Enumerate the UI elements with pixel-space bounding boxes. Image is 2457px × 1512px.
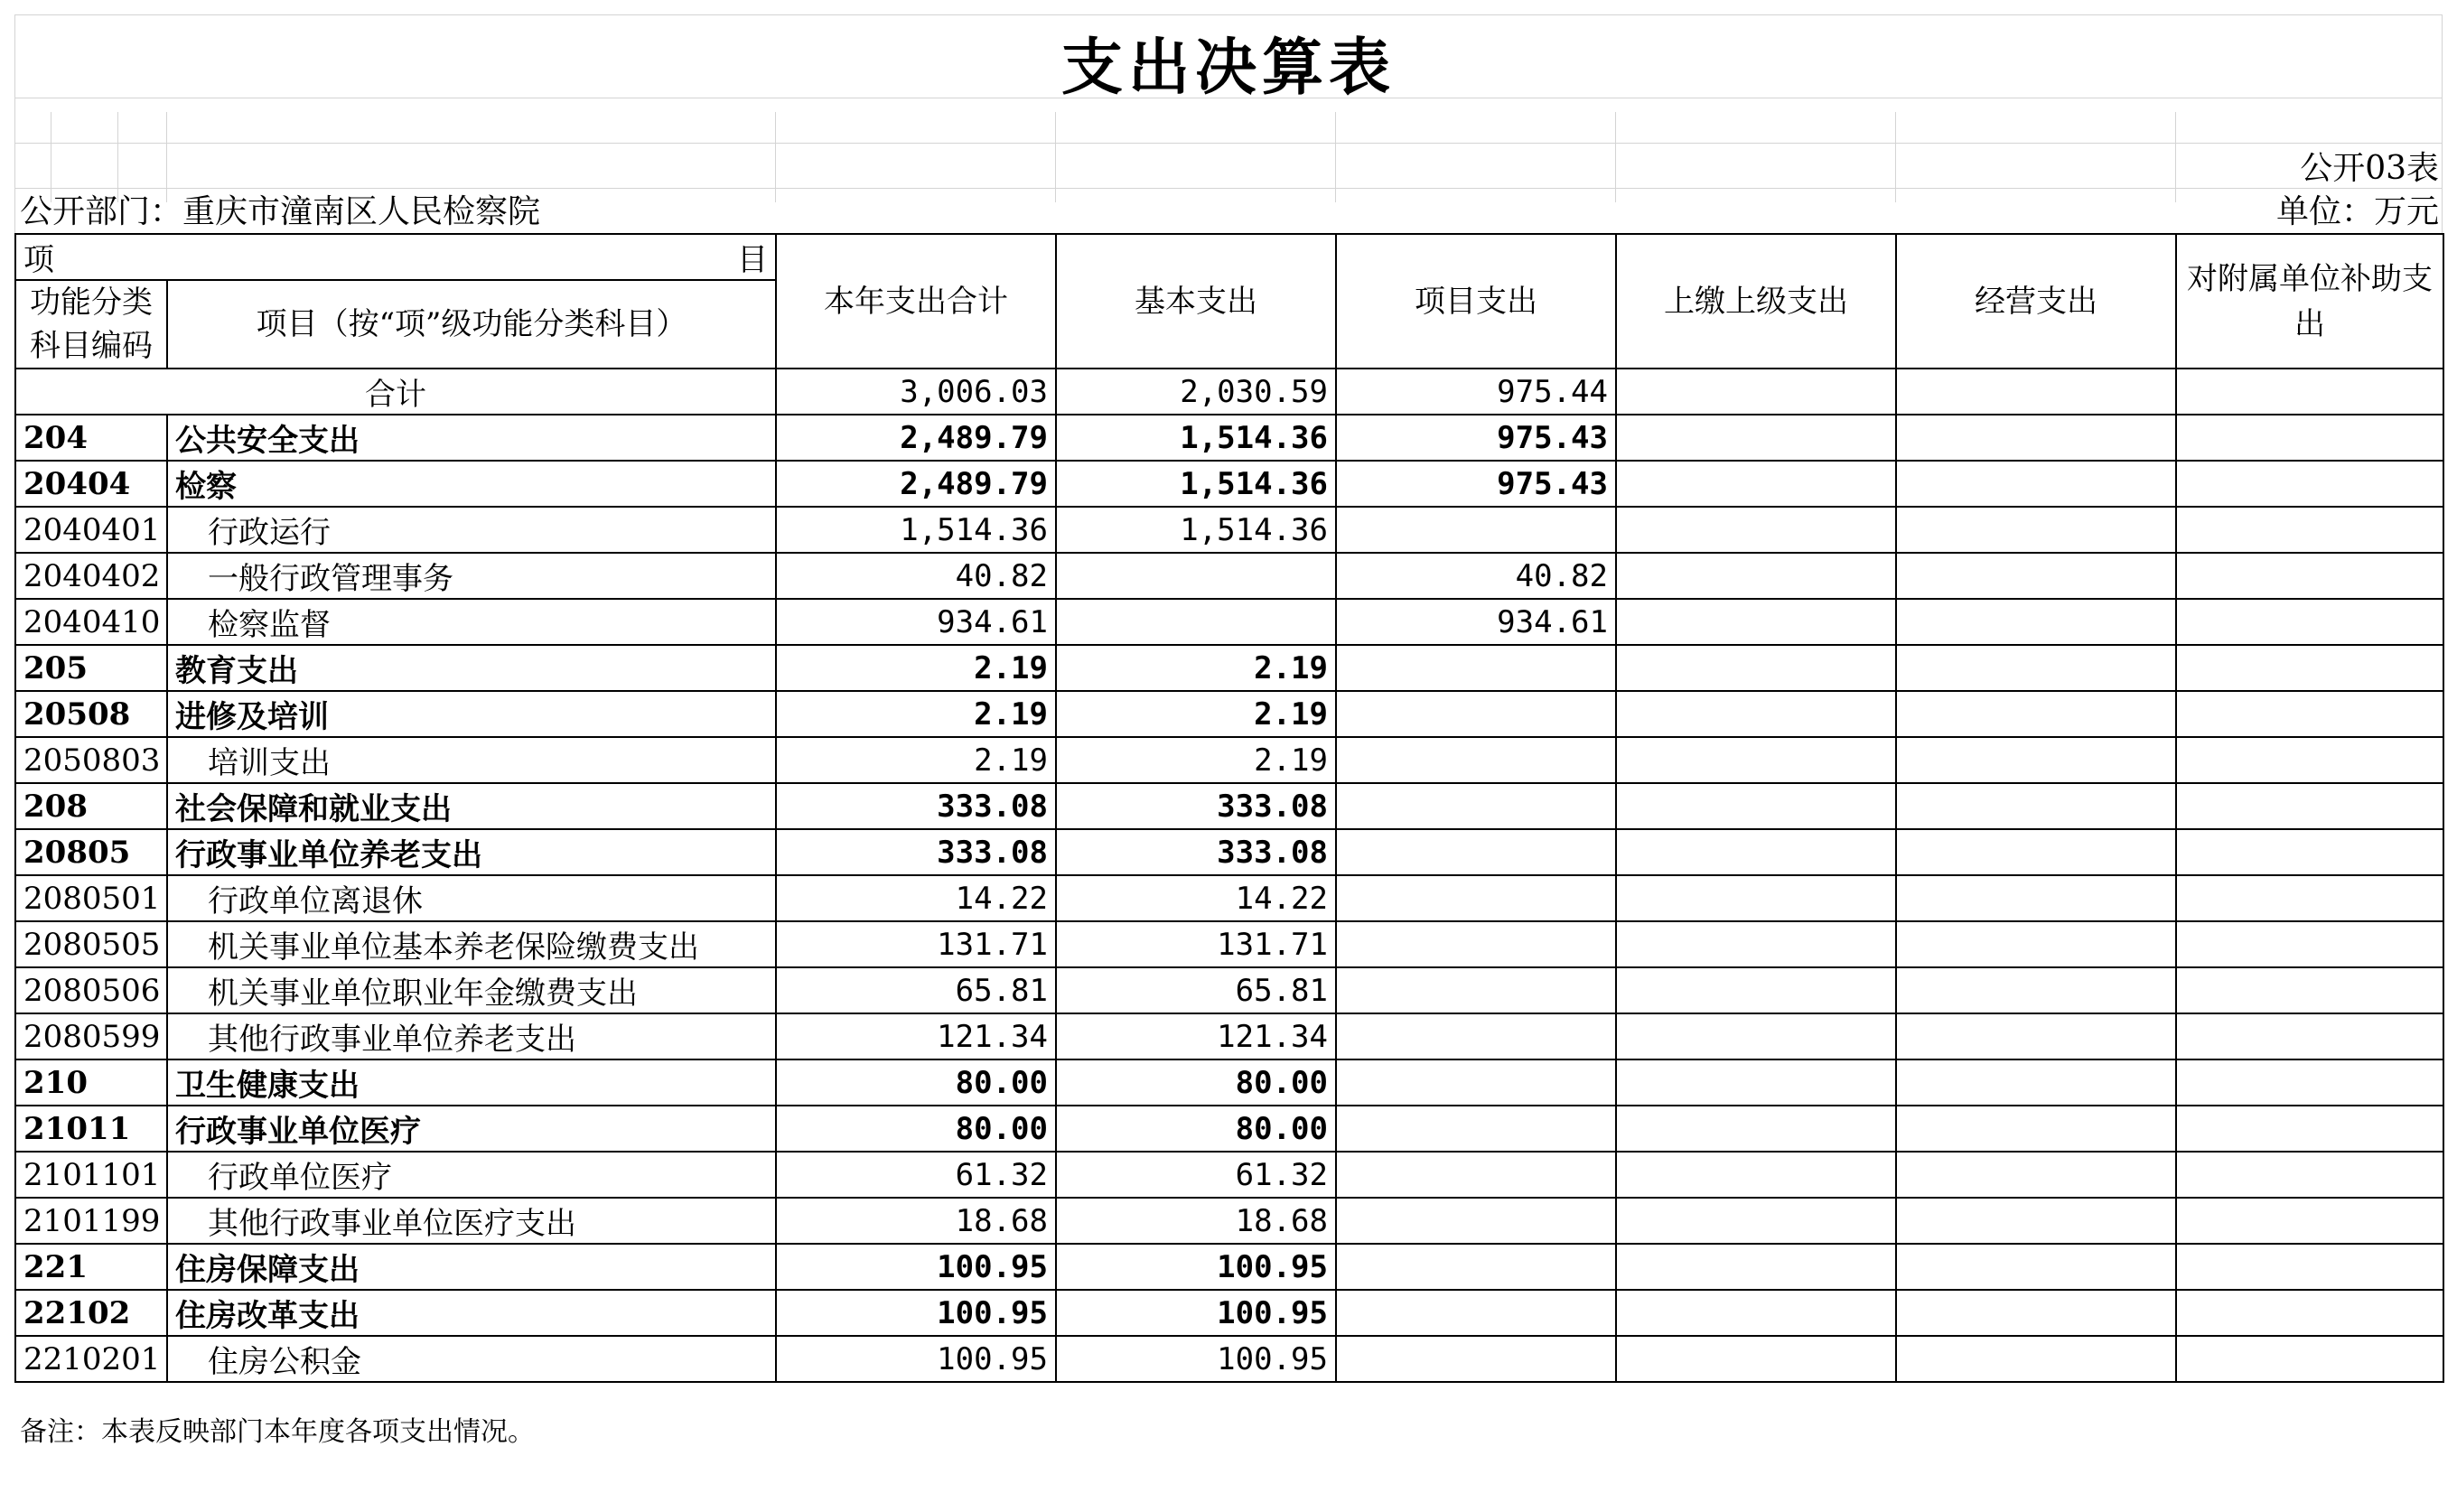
row-code: 2210201 <box>15 1336 167 1382</box>
header-upper: 上缴上级支出 <box>1616 234 1896 369</box>
row-total: 80.00 <box>776 1106 1056 1152</box>
row-basic: 100.95 <box>1056 1244 1336 1290</box>
expenditure-table <box>14 233 2444 1383</box>
row-total: 80.00 <box>776 1059 1056 1106</box>
table-row <box>15 645 2443 691</box>
row-basic: 1,514.36 <box>1056 507 1336 553</box>
table-row <box>15 599 2443 645</box>
row-name: 行政运行 <box>167 507 776 553</box>
header-name: 项目（按“项”级功能分类科目） <box>167 280 776 369</box>
row-business <box>1896 691 2176 737</box>
row-name: 社会保障和就业支出 <box>167 783 776 829</box>
table-row <box>15 783 2443 829</box>
row-upper <box>1616 691 1896 737</box>
row-project <box>1336 737 1616 783</box>
row-upper <box>1616 1013 1896 1059</box>
total-subsidy <box>2176 369 2443 415</box>
table-row <box>15 691 2443 737</box>
row-basic: 65.81 <box>1056 967 1336 1013</box>
row-basic: 1,514.36 <box>1056 461 1336 507</box>
row-project: 40.82 <box>1336 553 1616 599</box>
row-basic: 14.22 <box>1056 875 1336 921</box>
row-total: 2.19 <box>776 737 1056 783</box>
row-business <box>1896 875 2176 921</box>
table-row <box>15 921 2443 967</box>
row-name: 公共安全支出 <box>167 415 776 461</box>
row-code: 22102 <box>15 1290 167 1336</box>
row-business <box>1896 967 2176 1013</box>
row-project <box>1336 1336 1616 1382</box>
row-subsidy <box>2176 737 2443 783</box>
row-business <box>1896 1336 2176 1382</box>
row-code: 2101101 <box>15 1152 167 1198</box>
row-name: 行政单位医疗 <box>167 1152 776 1198</box>
row-total: 121.34 <box>776 1013 1056 1059</box>
row-code: 20404 <box>15 461 167 507</box>
row-subsidy <box>2176 1244 2443 1290</box>
row-upper <box>1616 461 1896 507</box>
row-total: 61.32 <box>776 1152 1056 1198</box>
row-subsidy <box>2176 875 2443 921</box>
row-business <box>1896 1106 2176 1152</box>
total-project: 975.44 <box>1336 369 1616 415</box>
row-code: 221 <box>15 1244 167 1290</box>
table-row <box>15 1013 2443 1059</box>
row-subsidy <box>2176 553 2443 599</box>
table-row <box>15 1059 2443 1106</box>
row-code: 2080505 <box>15 921 167 967</box>
header-total: 本年支出合计 <box>776 234 1056 369</box>
row-total: 2.19 <box>776 645 1056 691</box>
row-business <box>1896 783 2176 829</box>
row-subsidy <box>2176 1198 2443 1244</box>
row-subsidy <box>2176 645 2443 691</box>
row-basic <box>1056 599 1336 645</box>
row-name: 教育支出 <box>167 645 776 691</box>
total-label: 合计 <box>15 369 776 415</box>
row-upper <box>1616 553 1896 599</box>
row-project <box>1336 921 1616 967</box>
row-project <box>1336 783 1616 829</box>
row-code: 208 <box>15 783 167 829</box>
row-code: 2040401 <box>15 507 167 553</box>
row-upper <box>1616 599 1896 645</box>
total-upper <box>1616 369 1896 415</box>
row-business <box>1896 645 2176 691</box>
row-total: 333.08 <box>776 783 1056 829</box>
table-row <box>15 415 2443 461</box>
header-basic: 基本支出 <box>1056 234 1336 369</box>
row-name: 进修及培训 <box>167 691 776 737</box>
header-business: 经营支出 <box>1896 234 2176 369</box>
row-total: 1,514.36 <box>776 507 1056 553</box>
row-total: 934.61 <box>776 599 1056 645</box>
row-basic: 100.95 <box>1056 1336 1336 1382</box>
row-business <box>1896 599 2176 645</box>
row-subsidy <box>2176 461 2443 507</box>
header-project: 项目支出 <box>1336 234 1616 369</box>
row-subsidy <box>2176 415 2443 461</box>
row-subsidy <box>2176 783 2443 829</box>
row-project <box>1336 829 1616 875</box>
row-name: 行政单位离退休 <box>167 875 776 921</box>
row-subsidy <box>2176 967 2443 1013</box>
table-row <box>15 1290 2443 1336</box>
total-basic: 2,030.59 <box>1056 369 1336 415</box>
row-name: 其他行政事业单位医疗支出 <box>167 1198 776 1244</box>
row-name: 住房改革支出 <box>167 1290 776 1336</box>
row-project <box>1336 967 1616 1013</box>
unit-label: 单位：万元 <box>2275 193 2439 230</box>
row-subsidy <box>2176 1336 2443 1382</box>
total-business <box>1896 369 2176 415</box>
row-name: 检察监督 <box>167 599 776 645</box>
row-project <box>1336 507 1616 553</box>
row-business <box>1896 553 2176 599</box>
page-title: 支出决算表 <box>1060 32 1396 104</box>
row-subsidy <box>2176 691 2443 737</box>
row-business <box>1896 921 2176 967</box>
row-subsidy <box>2176 507 2443 553</box>
row-name: 其他行政事业单位养老支出 <box>167 1013 776 1059</box>
row-upper <box>1616 415 1896 461</box>
row-project <box>1336 691 1616 737</box>
row-code: 204 <box>15 415 167 461</box>
total-total: 3,006.03 <box>776 369 1056 415</box>
row-project <box>1336 1244 1616 1290</box>
row-basic: 2.19 <box>1056 737 1336 783</box>
row-code: 2101199 <box>15 1198 167 1244</box>
row-basic: 2.19 <box>1056 691 1336 737</box>
row-code: 205 <box>15 645 167 691</box>
row-upper <box>1616 1106 1896 1152</box>
row-code: 2040402 <box>15 553 167 599</box>
row-subsidy <box>2176 1106 2443 1152</box>
table-row <box>15 461 2443 507</box>
row-code: 2080501 <box>15 875 167 921</box>
table-row <box>15 1336 2443 1382</box>
row-project <box>1336 875 1616 921</box>
row-project: 975.43 <box>1336 415 1616 461</box>
row-basic: 80.00 <box>1056 1059 1336 1106</box>
row-business <box>1896 1059 2176 1106</box>
row-subsidy <box>2176 1152 2443 1198</box>
row-code: 2050803 <box>15 737 167 783</box>
row-code: 21011 <box>15 1106 167 1152</box>
header-subsidy: 对附属单位补助支出 <box>2176 234 2443 369</box>
table-row <box>15 1106 2443 1152</box>
row-basic: 61.32 <box>1056 1152 1336 1198</box>
row-code: 210 <box>15 1059 167 1106</box>
row-basic: 80.00 <box>1056 1106 1336 1152</box>
row-total: 40.82 <box>776 553 1056 599</box>
row-code: 2080599 <box>15 1013 167 1059</box>
row-total: 100.95 <box>776 1244 1056 1290</box>
row-upper <box>1616 507 1896 553</box>
table-row <box>15 553 2443 599</box>
row-project <box>1336 1106 1616 1152</box>
table-row <box>15 1152 2443 1198</box>
header-code: 功能分类科目编码 <box>15 280 167 369</box>
header-item-right: 目 <box>737 242 768 278</box>
row-project <box>1336 1152 1616 1198</box>
row-name: 检察 <box>167 461 776 507</box>
row-upper <box>1616 875 1896 921</box>
row-subsidy <box>2176 1290 2443 1336</box>
row-basic: 1,514.36 <box>1056 415 1336 461</box>
row-name: 一般行政管理事务 <box>167 553 776 599</box>
row-business <box>1896 461 2176 507</box>
row-project <box>1336 1013 1616 1059</box>
row-upper <box>1616 737 1896 783</box>
row-total: 14.22 <box>776 875 1056 921</box>
row-project: 934.61 <box>1336 599 1616 645</box>
row-basic: 131.71 <box>1056 921 1336 967</box>
row-business <box>1896 1013 2176 1059</box>
row-basic: 121.34 <box>1056 1013 1336 1059</box>
row-project <box>1336 645 1616 691</box>
table-row <box>15 967 2443 1013</box>
row-total: 2,489.79 <box>776 461 1056 507</box>
row-project <box>1336 1059 1616 1106</box>
row-basic: 18.68 <box>1056 1198 1336 1244</box>
row-business <box>1896 829 2176 875</box>
row-name: 机关事业单位职业年金缴费支出 <box>167 967 776 1013</box>
table-row <box>15 507 2443 553</box>
header-item <box>15 234 776 280</box>
row-basic: 2.19 <box>1056 645 1336 691</box>
row-business <box>1896 507 2176 553</box>
table-row <box>15 829 2443 875</box>
row-subsidy <box>2176 921 2443 967</box>
row-total: 18.68 <box>776 1198 1056 1244</box>
row-subsidy <box>2176 1013 2443 1059</box>
row-total: 131.71 <box>776 921 1056 967</box>
department-label: 公开部门：重庆市潼南区人民检察院 <box>20 193 541 230</box>
row-code: 20805 <box>15 829 167 875</box>
row-basic: 100.95 <box>1056 1290 1336 1336</box>
row-project <box>1336 1198 1616 1244</box>
row-name: 行政事业单位养老支出 <box>167 829 776 875</box>
row-code: 2040410 <box>15 599 167 645</box>
row-business <box>1896 1198 2176 1244</box>
row-basic <box>1056 553 1336 599</box>
row-total: 65.81 <box>776 967 1056 1013</box>
footnote: 备注：本表反映部门本年度各项支出情况。 <box>20 1416 535 1448</box>
row-name: 住房保障支出 <box>167 1244 776 1290</box>
row-upper <box>1616 1336 1896 1382</box>
row-total: 100.95 <box>776 1336 1056 1382</box>
row-basic: 333.08 <box>1056 829 1336 875</box>
row-upper <box>1616 1198 1896 1244</box>
row-business <box>1896 1244 2176 1290</box>
table-row <box>15 737 2443 783</box>
row-upper <box>1616 1290 1896 1336</box>
row-business <box>1896 415 2176 461</box>
row-code: 20508 <box>15 691 167 737</box>
row-name: 卫生健康支出 <box>167 1059 776 1106</box>
row-upper <box>1616 783 1896 829</box>
row-business <box>1896 1152 2176 1198</box>
table-row <box>15 875 2443 921</box>
row-project: 975.43 <box>1336 461 1616 507</box>
row-code: 2080506 <box>15 967 167 1013</box>
row-total: 333.08 <box>776 829 1056 875</box>
row-subsidy <box>2176 1059 2443 1106</box>
table-row <box>15 1244 2443 1290</box>
row-business <box>1896 1290 2176 1336</box>
table-row <box>15 1198 2443 1244</box>
row-name: 机关事业单位基本养老保险缴费支出 <box>167 921 776 967</box>
row-basic: 333.08 <box>1056 783 1336 829</box>
row-upper <box>1616 645 1896 691</box>
row-upper <box>1616 1244 1896 1290</box>
row-name: 行政事业单位医疗 <box>167 1106 776 1152</box>
row-subsidy <box>2176 599 2443 645</box>
row-name: 住房公积金 <box>167 1336 776 1382</box>
row-name: 培训支出 <box>167 737 776 783</box>
row-upper <box>1616 1152 1896 1198</box>
total-row <box>15 369 2443 415</box>
row-business <box>1896 737 2176 783</box>
table-number: 公开03表 <box>2300 150 2439 187</box>
row-upper <box>1616 967 1896 1013</box>
row-total: 2,489.79 <box>776 415 1056 461</box>
row-upper <box>1616 921 1896 967</box>
row-upper <box>1616 829 1896 875</box>
row-total: 2.19 <box>776 691 1056 737</box>
row-upper <box>1616 1059 1896 1106</box>
row-subsidy <box>2176 829 2443 875</box>
row-project <box>1336 1290 1616 1336</box>
row-total: 100.95 <box>776 1290 1056 1336</box>
header-item-left: 项 <box>23 242 54 278</box>
